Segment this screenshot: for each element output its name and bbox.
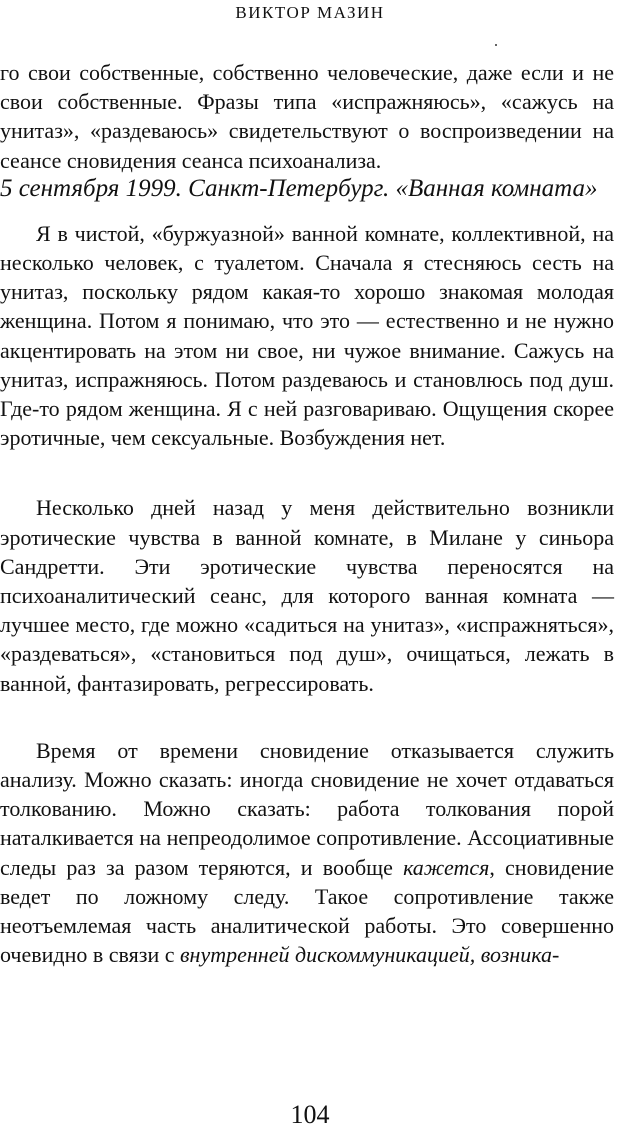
paragraph-continuation: го свои собственные, собственно человеческие, даже если и не свои собственные. Фразы типа «испражняюсь», «сажусь на унитаз», «раздеваюсь» свидетельствуют о воспроизведении на сеансе сновидения сеанса психоанализа.	[0, 60, 614, 173]
speck	[495, 44, 497, 46]
dream-paragraph: Я в чистой, «буржуазной» ванной комнате, коллективной, на несколько человек, с туалетом. Сначала я стесняюсь сесть на унитаз, поскольку рядом какая-то хорошо знакомая молодая женщина. Потом я понимаю, что это — естественно и не нужно акцентировать на этом ни свое, ни чужое внимание. Сажусь на унитаз, испражняюсь. Потом раздеваюсь и становлюсь под душ. Где-то рядом женщина. Я с ней разговариваю. Ощущения скорее эротичные, чем сексуальные. Возбуждения нет.	[0, 220, 614, 451]
page-number: 104	[290, 1100, 330, 1129]
analysis-text-part-1: Время от времени сновидение отказывается служить анализу. Можно сказать: иногда сновидение не хочет отдаваться толкованию. Можно сказать: работа толкования порой наталкивается на непреодолимое сопротивление. Ассоциативные следы раз за разом теряются, и вообще	[0, 737, 614, 880]
analysis-paragraph	[0, 736, 614, 970]
analysis-emphasis-2: внутренней дискоммуникацией, возника-	[180, 942, 560, 968]
analysis-text-part-2: , сновидение ведет по ложному следу. Такое сопротивление также неотъемлемая часть аналитической работы. Это совершенно очевидно в связи с	[0, 854, 614, 968]
commentary-paragraph: Несколько дней назад у меня действительно возникли эротические чувства в ванной комнате, в Милане у синьора Сандретти. Эти эротические чувства переносятся на психоаналитический сеанс, для которого ванная комната — лучшее место, где можно «садиться на унитаз», «испражняться», «раздеваться», «становиться под душ», очищаться, лежать в ванной, фантазировать, регрессировать.	[0, 495, 614, 696]
running-header: ВИКТОР МАЗИН	[235, 3, 385, 22]
analysis-emphasis-1: кажется	[403, 854, 490, 880]
dream-entry-heading: 5 сентября 1999. Санкт-Петербург. «Ванная комната»	[0, 174, 598, 202]
page-body	[0, 58, 614, 969]
